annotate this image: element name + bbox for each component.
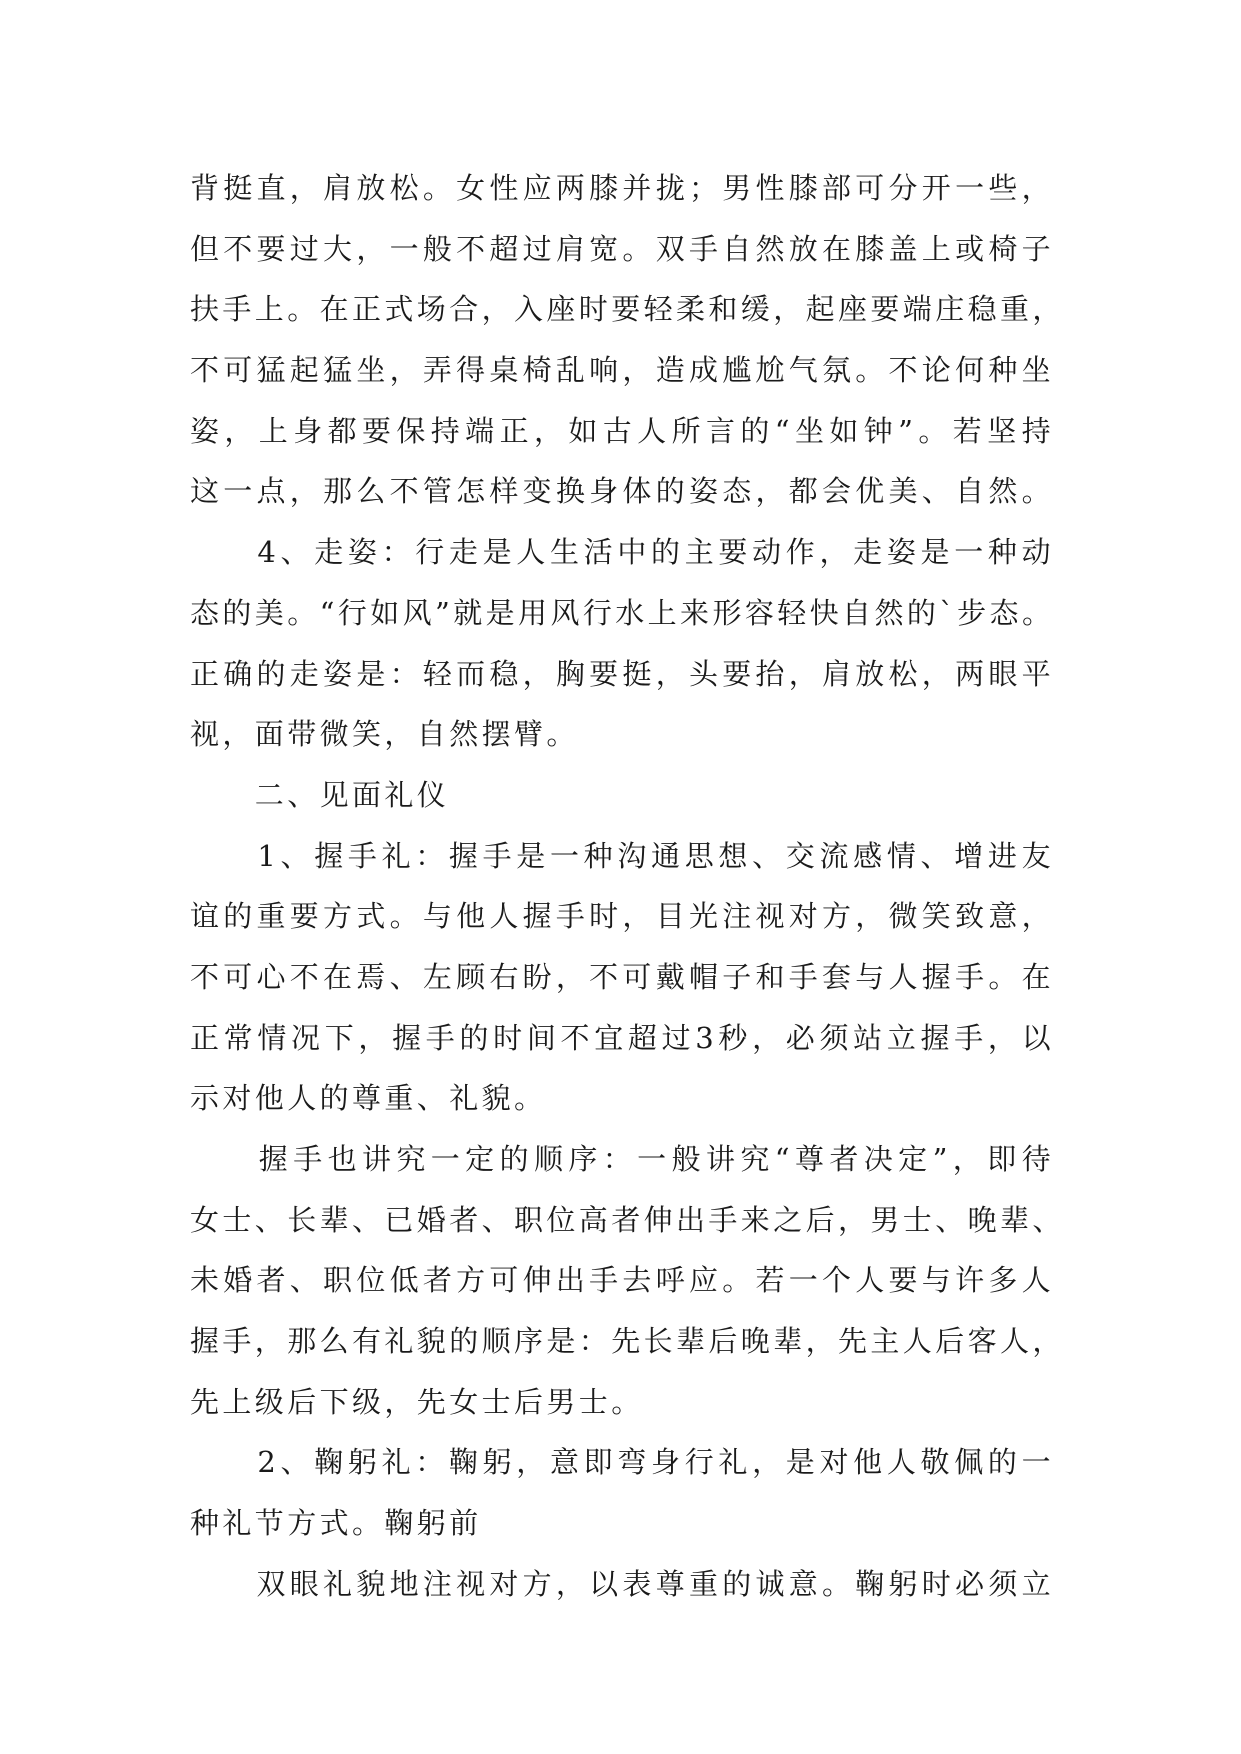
text-line: 背挺直，肩放松。女性应两膝并拢；男性膝部可分开一些， [190, 171, 1054, 205]
text-line: 不可心不在焉、左顾右盼，不可戴帽子和手套与人握手。在 [190, 959, 1054, 994]
text-line: 双眼礼貌地注视对方，以表尊重的诚意。鞠躬时必须立 [190, 1566, 1054, 1601]
text-line: 种礼节方式。鞠躬前 [190, 1506, 482, 1541]
text-line: 先上级后下级，先女士后男士。 [190, 1384, 644, 1419]
body-text [190, 158, 1065, 1615]
text-line: 不可猛起猛坐，弄得桌椅乱响，造成尴尬气氛。不论何种坐 [190, 353, 1054, 388]
text-line: 谊的重要方式。与他人握手时，目光注视对方，微笑致意， [190, 899, 1054, 934]
text-line: 态的美。“行如风”就是用风行水上来形容轻快自然的`步态。 [190, 595, 1055, 630]
text-line: 握手也讲究一定的顺序：一般讲究“尊者决定”，即待 [190, 1142, 1054, 1176]
text-line: 扶手上。在正式场合，入座时要轻柔和缓，起座要端庄稳重， [190, 292, 1065, 327]
text-line: 未婚者、职位低者方可伸出手去呼应。若一个人要与许多人 [190, 1263, 1054, 1298]
text-line: 但不要过大，一般不超过肩宽。双手自然放在膝盖上或椅子 [190, 231, 1054, 266]
text-line: 1、握手礼：握手是一种沟通思想、交流感情、增进友 [190, 838, 1054, 873]
text-line: 这一点，那么不管怎样变换身体的姿态，都会优美、自然。 [190, 474, 1054, 509]
text-line: 正确的走姿是：轻而稳，胸要挺，头要抬，肩放松，两眼平 [190, 656, 1054, 691]
text-line: 视，面带微笑，自然摆臂。 [190, 717, 579, 752]
text-line: 正常情况下，握手的时间不宜超过3秒，必须站立握手，以 [190, 1020, 1054, 1055]
text-line: 女士、长辈、已婚者、职位高者伸出手来之后，男士、晚辈、 [190, 1202, 1065, 1237]
text-line: 握手，那么有礼貌的顺序是：先长辈后晚辈，先主人后客人， [190, 1324, 1065, 1359]
text-line: 姿，上身都要保持端正，如古人所言的“坐如钟”。若坚持 [190, 413, 1054, 448]
text-line: 示对他人的尊重、礼貌。 [190, 1081, 547, 1116]
text-line: 2、鞠躬礼：鞠躬，意即弯身行礼，是对他人敬佩的一 [190, 1445, 1054, 1480]
text-line: 4、走姿：行走是人生活中的主要动作，走姿是一种动 [190, 535, 1054, 570]
section-heading: 二、见面礼仪 [190, 777, 450, 812]
